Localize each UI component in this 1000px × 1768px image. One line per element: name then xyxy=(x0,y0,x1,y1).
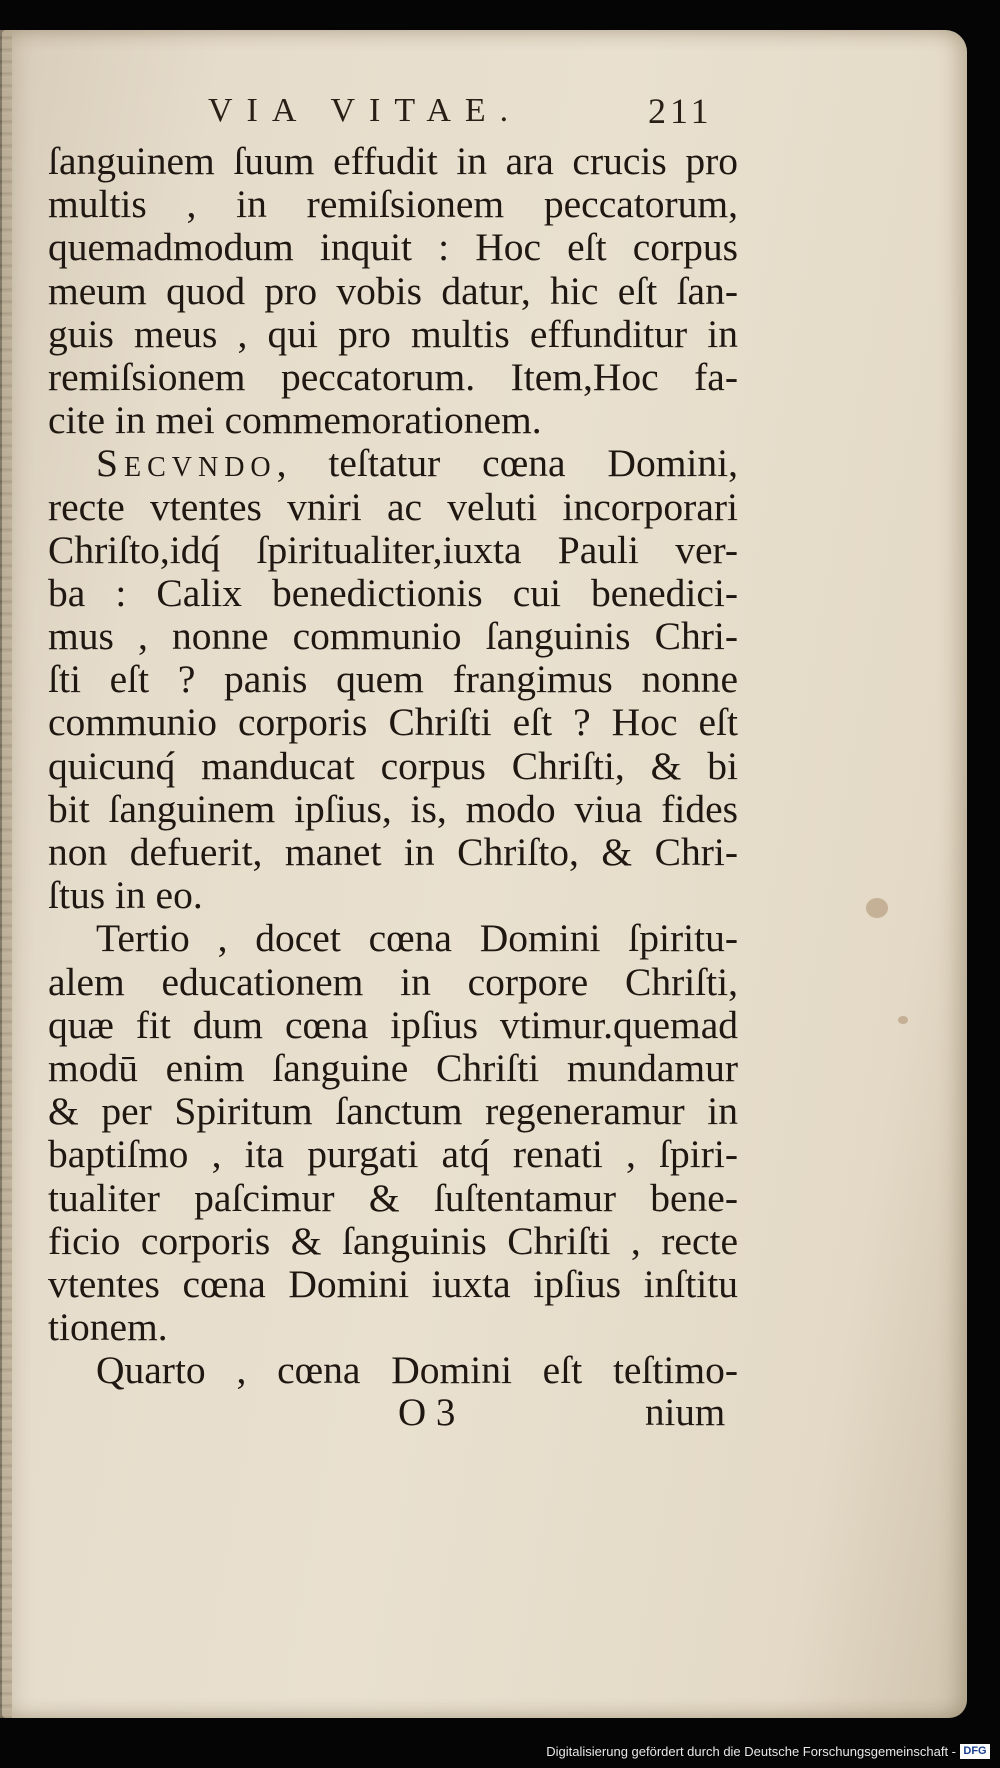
line-text: quemadmodum inquit : Hoc eſt corpus xyxy=(48,225,738,270)
line-text: modū enim ſanguine Chriſti mundamur xyxy=(48,1045,738,1090)
line-text: Quarto , cœna Domini eſt teſtimo- xyxy=(96,1348,738,1393)
text-line xyxy=(48,1004,738,1047)
line-text: baptiſmo , ita purgati atq́ renati , ſpiri- xyxy=(48,1132,738,1177)
page-footer xyxy=(0,1390,1000,1440)
text-line xyxy=(48,313,738,356)
text-line xyxy=(48,486,738,529)
text-line xyxy=(48,442,738,485)
line-text: , teſtatur cœna Domini, xyxy=(276,441,738,486)
line-text: mus , nonne communio ſanguinis Chri- xyxy=(48,614,738,659)
line-text: communio corporis Chriſti eſt ? Hoc eſt xyxy=(48,700,738,745)
text-line xyxy=(48,745,738,788)
text-line xyxy=(48,788,738,831)
line-text: Tertio , docet cœna Domini ſpiritu- xyxy=(96,916,738,961)
text-line xyxy=(48,831,738,874)
line-text: bit ſanguinem ipſius, is, modo viua fides xyxy=(48,786,738,831)
line-text: & per Spiritum ſanctum regeneramur in xyxy=(48,1089,738,1134)
funding-credit: Digitalisierung gefördert durch die Deutsche Forschungsgemeinschaft - xyxy=(546,1744,956,1759)
text-line xyxy=(48,1306,738,1349)
page-edge xyxy=(0,30,12,1718)
foxing-spot xyxy=(866,898,888,918)
line-text: guis meus , qui pro multis effunditur in xyxy=(48,311,738,356)
text-line xyxy=(48,874,738,917)
line-text: recte vtentes vniri ac veluti incorporari xyxy=(48,484,738,529)
text-line xyxy=(48,356,738,399)
text-line xyxy=(48,1090,738,1133)
text-line xyxy=(48,270,738,313)
running-title: VIA VITAE. xyxy=(208,92,523,129)
line-text: vtentes cœna Domini iuxta ipſius inſtitu xyxy=(48,1261,738,1306)
line-text: Chriſto,idq́ ſpiritualiter,iuxta Pauli ver- xyxy=(48,527,738,572)
credit-bar xyxy=(0,1726,1000,1768)
text-line xyxy=(48,399,738,442)
catchword: nium xyxy=(645,1391,726,1434)
line-text: ba : Calix benedictionis cui benedici- xyxy=(48,570,738,615)
text-line xyxy=(48,1133,738,1176)
line-text: ſanguinem ſuum effudit in ara crucis pro xyxy=(48,139,738,183)
text-line xyxy=(48,529,738,572)
text-line xyxy=(48,1220,738,1263)
text-line xyxy=(48,1349,738,1392)
text-line xyxy=(48,1047,738,1090)
page-header xyxy=(0,92,1000,132)
text-line xyxy=(48,615,738,658)
text-line xyxy=(48,183,738,226)
line-text: multis , in remiſsionem peccatorum, xyxy=(48,182,738,227)
line-text: tionem. xyxy=(48,1305,168,1350)
line-text: ficio corporis & ſanguinis Chriſti , recte xyxy=(48,1218,738,1263)
text-line xyxy=(48,961,738,1004)
line-text: remiſsionem peccatorum. Item,Hoc fa- xyxy=(48,354,738,399)
text-line xyxy=(48,701,738,744)
text-line xyxy=(48,1177,738,1220)
text-line xyxy=(48,658,738,701)
line-text: ſti eſt ? panis quem frangimus nonne xyxy=(48,657,738,702)
text-line xyxy=(48,226,738,269)
foxing-spot xyxy=(898,1016,908,1024)
line-text: meum quod pro vobis datur, hic eſt ſan- xyxy=(48,268,738,313)
small-caps-lead: Secvndo xyxy=(96,441,277,486)
body-text xyxy=(48,140,738,1392)
line-text: cite in mei commemorationem. xyxy=(48,398,542,443)
page-number: 211 xyxy=(648,91,713,131)
signature-mark: O 3 xyxy=(398,1391,456,1434)
text-line xyxy=(48,917,738,960)
line-text: quæ fit dum cœna ipſius vtimur.quemad xyxy=(48,1002,738,1047)
line-text: ſtus in eo. xyxy=(48,873,203,918)
line-text: alem educationem in corpore Chriſti, xyxy=(48,959,738,1004)
dfg-logo-icon: DFG xyxy=(960,1744,990,1759)
line-text: tualiter paſcimur & ſuſtentamur bene- xyxy=(48,1175,738,1220)
line-text: non defuerit, manet in Chriſto, & Chri- xyxy=(48,830,738,874)
text-line xyxy=(48,1263,738,1306)
text-line xyxy=(48,572,738,615)
text-line xyxy=(48,140,738,183)
line-text: quicunq́ manducat corpus Chriſti, & bi xyxy=(48,743,738,788)
